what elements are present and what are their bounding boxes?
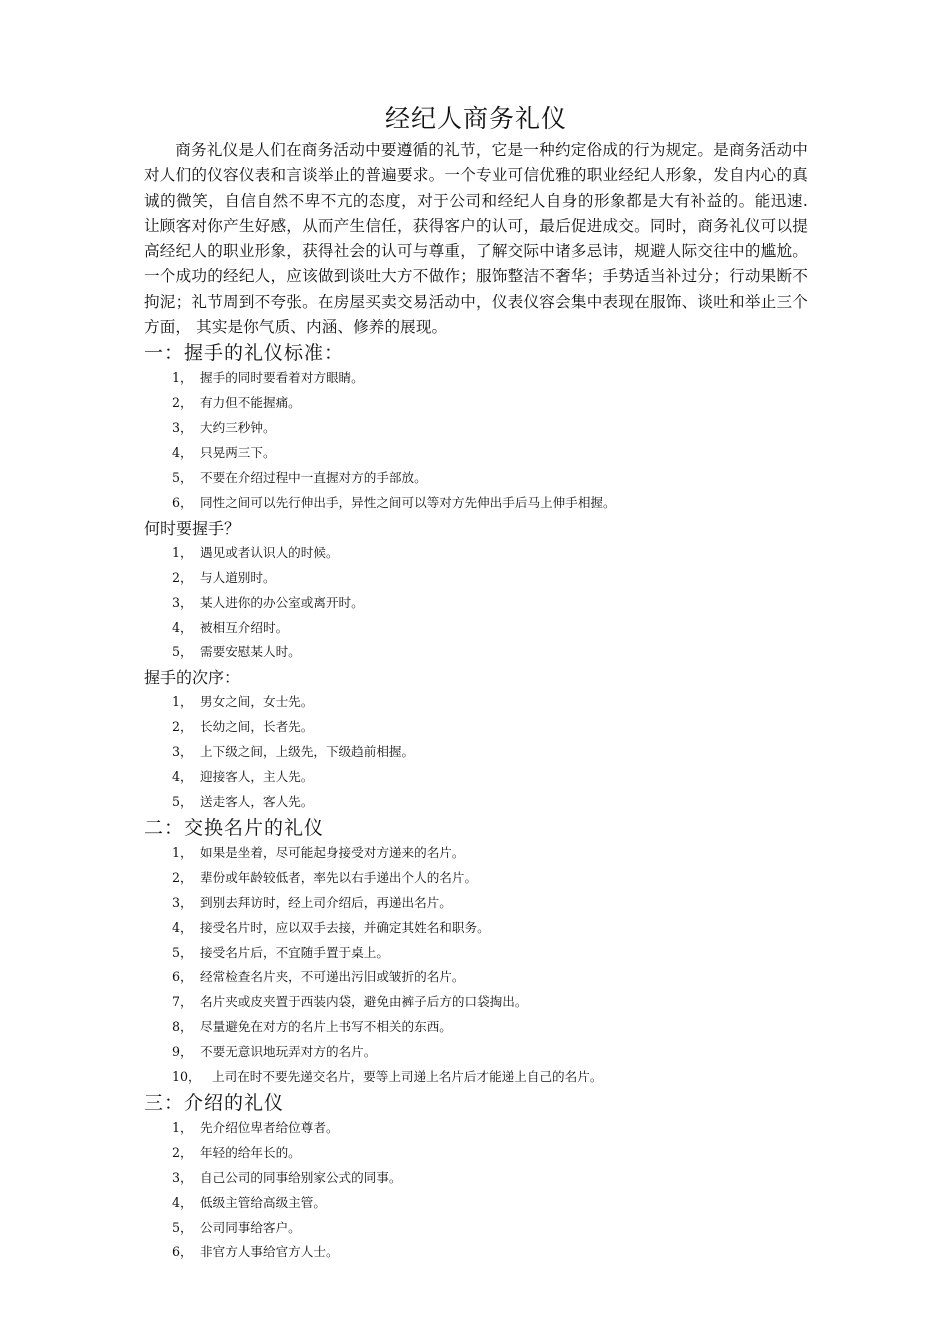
- document-page: [144, 100, 808, 1265]
- list-item: 3， 大约三秒钟。: [172, 420, 276, 436]
- section-heading-introductions: 三：介绍的礼仪: [144, 1091, 285, 1114]
- list-item: 9， 不要无意识地玩弄对方的名片。: [172, 1044, 377, 1060]
- list-item: 8， 尽量避免在对方的名片上书写不相关的东西。: [172, 1019, 452, 1035]
- list-item: 3， 到别去拜访时，经上司介绍后，再递出名片。: [172, 894, 452, 910]
- intro-paragraph: 商务礼仪是人们在商务活动中要遵循的礼节，它是一种约定俗成的行为规定。是商务活动中对人们的仪容仪表和言谈举止的普遍要求。一个专业可信优雅的职业经纪人形象，发自内心的真诚的微笑，自信自然不卑不亢的态度，对于公司和经纪人自身的形象都是大有补益的。能迅速.让顾客对你产生好感，从而产生信任，获得客户的认可，最后促进成交。同时，商务礼仪可以提高经纪人的职业形象，获得社会的认可与尊重，了解交际中诸多忌讳，规避人际交往中的尴尬。一个成功的经纪人，应该做到谈吐大方不做作；服饰整洁不奢华；手势适当补过分；行动果断不拘泥；礼节周到不夸张。在房屋买卖交易活动中，仪表仪容会集中表现在服饰、谈吐和举止三个方面， 其实是你气质、内涵、修养的展现。: [144, 141, 808, 337]
- list-item: 2， 辈份或年龄较低者，率先以右手递出个人的名片。: [172, 869, 478, 885]
- document-title: 经纪人商务礼仪: [384, 104, 567, 133]
- section-heading-business-cards: 二：交换名片的礼仪: [144, 816, 325, 839]
- when-to-shake-list: [144, 541, 808, 666]
- list-item: 2， 有力但不能握痛。: [172, 395, 301, 411]
- section-heading-handshake: 一：握手的礼仪标准：: [144, 342, 345, 365]
- list-item: 1， 遇见或者认识人的时候。: [172, 544, 339, 560]
- list-item: 2， 长幼之间，长者先。: [172, 719, 314, 735]
- introduction-list: [144, 1116, 808, 1265]
- list-item: 1， 先介绍位卑者给位尊者。: [172, 1119, 339, 1135]
- list-item: 5， 接受名片后，不宜随手置于桌上。: [172, 944, 389, 960]
- list-item: 10， 上司在时不要先递交名片，要等上司递上名片后才能递上自己的名片。: [172, 1069, 603, 1085]
- list-item: 3， 上下级之间，上级先，下级趋前相握。: [172, 744, 415, 760]
- list-item: 4， 迎接客人，主人先。: [172, 769, 314, 785]
- list-item: 4， 接受名片时，应以双手去接，并确定其姓名和职务。: [172, 919, 490, 935]
- list-item: 1， 男女之间，女士先。: [172, 694, 314, 710]
- subheading-when-to-shake: 何时要握手？: [144, 518, 241, 538]
- list-item: 6， 非官方人事给官方人士。: [172, 1244, 339, 1260]
- handshake-standards-list: [144, 366, 808, 515]
- list-item: 5， 不要在介绍过程中一直握对方的手部放。: [172, 470, 427, 485]
- list-item: 5， 送走客人，客人先。: [172, 793, 314, 809]
- subheading-handshake-order: 握手的次序：: [144, 668, 241, 688]
- list-item: 1， 握手的同时要看着对方眼睛。: [172, 370, 364, 386]
- list-item: 4， 被相互介绍时。: [172, 619, 289, 635]
- list-item: 3， 某人进你的办公室或离开时。: [172, 594, 364, 610]
- list-item: 1， 如果是坐着，尽可能起身接受对方递来的名片。: [172, 844, 465, 860]
- list-item: 5， 公司同事给客户。: [172, 1219, 301, 1235]
- list-item: 2， 与人道别时。: [172, 569, 276, 585]
- list-item: 4， 只晃两三下。: [172, 445, 276, 461]
- list-item: 6， 经常检查名片夹，不可递出污旧或皱折的名片。: [172, 969, 465, 985]
- business-card-list: [144, 841, 808, 1090]
- handshake-order-list: [144, 690, 808, 815]
- list-item: 4， 低级主管给高级主管。: [172, 1194, 326, 1210]
- list-item: 6， 同性之间可以先行伸出手，异性之间可以等对方先伸出手后马上伸手相握。: [172, 494, 616, 510]
- list-item: 3， 自己公司的同事给别家公式的同事。: [172, 1169, 402, 1185]
- list-item: 5， 需要安慰某人时。: [172, 644, 301, 660]
- list-item: 2， 年轻的给年长的。: [172, 1144, 301, 1160]
- list-item: 7， 名片夹或皮夹置于西装内袋，避免由裤子后方的口袋掏出。: [172, 994, 528, 1010]
